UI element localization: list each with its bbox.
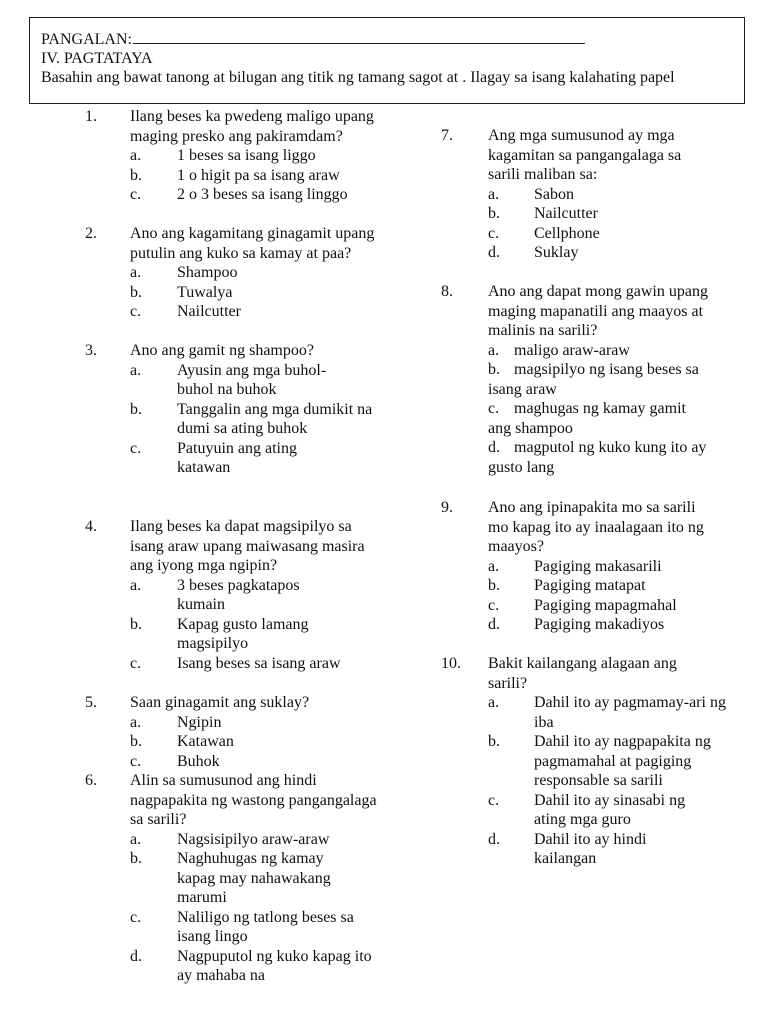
- question-text: Alin sa sumusunod ang hindi nagpapakita ng wastong pangangalaga sa sarili?: [130, 772, 377, 828]
- choice-letter: b.: [488, 205, 500, 222]
- choice-letter: c.: [130, 439, 142, 457]
- choice-text: maligo araw-araw: [514, 341, 630, 359]
- choice-text: maghugas ng kamay gamit ang shampoo: [488, 400, 686, 437]
- choice-a: [488, 693, 734, 732]
- question-5: [85, 693, 380, 771]
- choice-letter: a.: [130, 576, 142, 594]
- choice-c: [130, 439, 327, 478]
- choice-a: [130, 713, 380, 733]
- choice-b: [488, 204, 741, 224]
- choice-letter: b.: [130, 615, 142, 633]
- choice-letter: a.: [130, 713, 142, 731]
- question-number: 9.: [441, 499, 453, 516]
- choice-a: [130, 576, 337, 615]
- question-text: Ilang beses ka pwedeng maligo upang maging presko ang pakiramdam?: [130, 108, 374, 145]
- choice-b: [488, 732, 714, 791]
- choice-b: [130, 849, 357, 908]
- choice-b: [130, 615, 347, 654]
- choice-a: [488, 341, 734, 361]
- question-text: Ano ang ipinapakita mo sa sarili mo kapag ito ay inaalagaan ito ng maayos?: [488, 499, 704, 555]
- choice-text: Nailcutter: [177, 303, 241, 320]
- choice-text: Buhok: [177, 752, 220, 770]
- choice-c: [130, 908, 367, 947]
- choice-letter: c.: [130, 908, 142, 926]
- choice-letter: a.: [130, 264, 142, 281]
- choice-letter: a.: [488, 341, 500, 359]
- choice-text: Nagsisipilyo araw-araw: [177, 830, 330, 848]
- question-text: Saan ginagamit ang suklay?: [130, 694, 310, 711]
- choice-letter: b.: [488, 361, 500, 378]
- choice-text: magsipilyo ng isang beses sa isang araw: [488, 361, 699, 398]
- choice-text: Naliligo ng tatlong beses sa isang lingo: [177, 908, 354, 945]
- choice-text: Tuwalya: [177, 283, 233, 301]
- question-7: [441, 126, 741, 263]
- question-number: 1.: [85, 108, 97, 125]
- choice-a: [130, 146, 380, 166]
- choice-text: Cellphone: [534, 224, 600, 242]
- choice-letter: c.: [488, 224, 500, 242]
- question-number: 2.: [85, 225, 97, 242]
- question-6: [85, 771, 380, 986]
- choice-text: Sabon: [534, 185, 574, 203]
- instructions: Basahin ang bawat tanong at bilugan ang titik ng tamang sagot at . Ilagay sa isang kalahating papel: [41, 69, 675, 86]
- question-number: 4.: [85, 518, 97, 535]
- choice-text: 3 beses pagkatapos kumain: [177, 576, 300, 613]
- choice-text: Patuyuin ang ating katawan: [177, 439, 297, 476]
- choice-letter: d.: [488, 616, 500, 633]
- choice-letter: b.: [130, 850, 142, 867]
- choice-text: Naghuhugas ng kamay kapag may nahawakang marumi: [177, 850, 331, 906]
- choice-d: [488, 438, 713, 477]
- choice-text: Nagpuputol ng kuko kapag ito ay mahaba na: [177, 947, 372, 984]
- choice-letter: b.: [488, 577, 500, 594]
- name-row: [41, 28, 744, 49]
- choice-text: Kapag gusto lamang magsipilyo: [177, 615, 309, 652]
- choice-text: Katawan: [177, 733, 234, 750]
- question-4: [85, 517, 380, 673]
- choice-a: [130, 263, 380, 283]
- question-text: Ilang beses ka dapat magsipilyo sa isang araw upang maiwasang masira ang iyong mga ngipin?: [130, 518, 365, 574]
- choice-text: Ayusin ang mga buhol-buhol na buhok: [177, 361, 327, 398]
- question-number: 8.: [441, 283, 453, 300]
- choice-text: Pagiging mapagmahal: [534, 596, 677, 614]
- question-number: 5.: [85, 694, 97, 711]
- question-text: Ano ang dapat mong gawin upang maging mapanatili ang maayos at malinis na sarili?: [488, 283, 708, 339]
- choice-a: [488, 557, 741, 577]
- choice-c: [130, 185, 380, 205]
- question-text: Ano ang gamit ng shampoo?: [130, 342, 314, 359]
- choice-letter: b.: [130, 733, 142, 750]
- choice-text: Pagiging makasarili: [534, 557, 662, 575]
- choice-text: Dahil ito ay pagmamay-ari ng iba: [534, 694, 726, 731]
- choice-text: Tanggalin ang mga dumikit na dumi sa ating buhok: [177, 400, 373, 437]
- choice-letter: a.: [488, 694, 500, 711]
- question-3: [85, 341, 380, 478]
- choice-letter: c.: [488, 596, 500, 614]
- choice-d: [130, 947, 382, 986]
- choice-letter: c.: [130, 186, 142, 203]
- choice-a: [130, 830, 380, 850]
- choice-letter: a.: [488, 185, 500, 203]
- choice-c: [488, 399, 713, 438]
- choice-d: [488, 243, 741, 263]
- choice-letter: a.: [130, 361, 142, 379]
- choice-text: Pagiging matapat: [534, 577, 646, 594]
- choice-letter: c.: [130, 752, 142, 770]
- question-1: [85, 107, 380, 205]
- header-box: [29, 17, 745, 104]
- question-2: [85, 224, 380, 322]
- choice-letter: b.: [130, 283, 142, 301]
- section-title: IV. PAGTATAYA: [41, 50, 153, 67]
- question-number: 10.: [441, 655, 461, 672]
- choice-letter: b.: [130, 166, 142, 184]
- choice-text: magputol ng kuko kung ito ay gusto lang: [488, 439, 707, 476]
- choice-text: Shampoo: [177, 264, 238, 281]
- choice-c: [130, 654, 380, 674]
- choice-letter: c.: [130, 654, 142, 672]
- choice-text: Nailcutter: [534, 205, 598, 222]
- choice-text: Dahil ito ay sinasabi ng ating mga guro: [534, 791, 686, 828]
- choice-text: Pagiging makadiyos: [534, 616, 665, 633]
- choice-a: [130, 361, 349, 400]
- choice-text: Suklay: [534, 244, 579, 261]
- name-blank-line: [133, 28, 585, 44]
- choice-d: [488, 830, 674, 869]
- question-number: 7.: [441, 127, 453, 144]
- choice-letter: d.: [488, 244, 500, 261]
- choice-c: [130, 752, 380, 772]
- choice-b: [488, 576, 741, 596]
- choice-text: 2 o 3 beses sa isang linggo: [177, 186, 348, 203]
- choice-letter: c.: [488, 791, 500, 809]
- choice-letter: a.: [488, 557, 500, 575]
- question-8: [441, 282, 741, 477]
- choice-letter: d.: [488, 830, 500, 848]
- choice-c: [488, 791, 714, 830]
- choice-b: [130, 283, 380, 303]
- choice-letter: b.: [488, 733, 500, 750]
- choice-letter: d.: [130, 947, 142, 965]
- choice-d: [488, 615, 741, 635]
- choice-a: [488, 185, 741, 205]
- question-10: [441, 654, 741, 869]
- question-number: 6.: [85, 772, 97, 789]
- choice-b: [130, 166, 380, 186]
- choice-letter: c.: [488, 400, 500, 417]
- choice-letter: a.: [130, 147, 142, 164]
- choice-text: 1 beses sa isang liggo: [177, 147, 316, 164]
- choice-letter: a.: [130, 830, 142, 848]
- choice-b: [130, 732, 380, 752]
- choice-c: [488, 596, 741, 616]
- choice-text: 1 o higit pa sa isang araw: [177, 166, 340, 184]
- question-9: [441, 498, 741, 635]
- choice-text: Ngipin: [177, 713, 222, 731]
- choice-text: Dahil ito ay nagpapakita ng pagmamahal at pagiging responsable sa sarili: [534, 733, 711, 789]
- question-number: 3.: [85, 342, 97, 359]
- choice-letter: c.: [130, 303, 142, 320]
- name-label: PANGALAN:: [41, 31, 132, 48]
- choice-c: [488, 224, 741, 244]
- choice-b: [488, 360, 728, 399]
- question-text: Ang mga sumusunod ay mga kagamitan sa pangangalaga sa sarili maliban sa:: [488, 127, 682, 183]
- choice-b: [130, 400, 377, 439]
- choice-text: Isang beses sa isang araw: [177, 654, 341, 672]
- question-text: Bakit kailangang alagaan ang sarili?: [488, 655, 677, 692]
- choice-letter: d.: [488, 439, 500, 456]
- choice-text: Dahil ito ay hindi kailangan: [534, 830, 647, 867]
- question-text: Ano ang kagamitang ginagamit upang putulin ang kuko sa kamay at paa?: [130, 225, 375, 262]
- choice-letter: b.: [130, 400, 142, 418]
- choice-c: [130, 302, 380, 322]
